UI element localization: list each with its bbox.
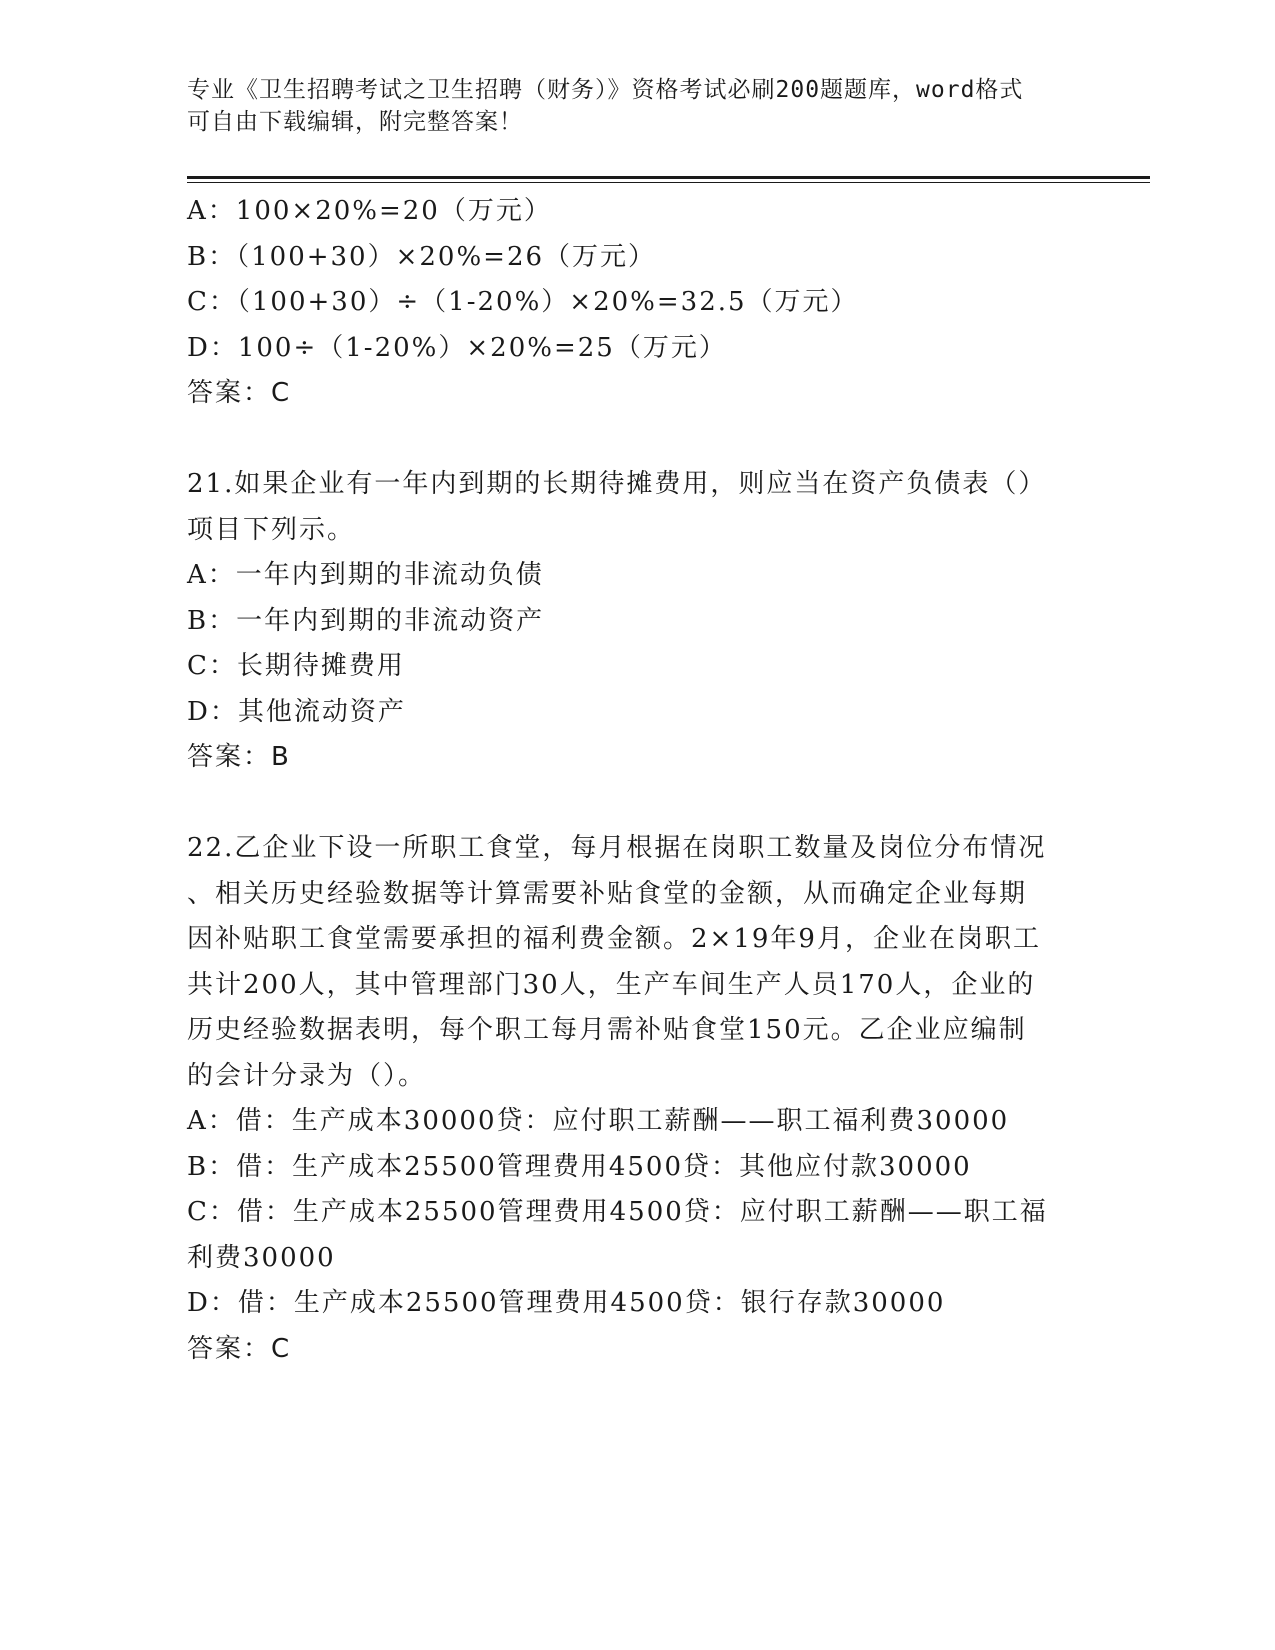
document-body bbox=[187, 189, 1087, 1372]
option-a: A：一年内到期的非流动负债 bbox=[187, 560, 544, 590]
option-d: D：借：生产成本25500管理费用4500贷：银行存款30000 bbox=[187, 1288, 946, 1318]
option-c: C：借：生产成本25500管理费用4500贷：应付职工薪酬——职工福 bbox=[187, 1197, 1048, 1227]
question-stem-line: 共计200人，其中管理部门30人，生产车间生产人员170人，企业的 bbox=[187, 969, 1036, 1000]
option-c: C：长期待摊费用 bbox=[187, 651, 405, 681]
option-a: A：100×20%=20（万元） bbox=[187, 196, 552, 226]
question-20-continued bbox=[187, 189, 1087, 417]
header-title-line-2: 可自由下载编辑，附完整答案！ bbox=[187, 109, 523, 135]
question-stem-line: 、相关历史经验数据等计算需要补贴食堂的金额，从而确定企业每期 bbox=[187, 878, 1028, 909]
question-stem-line: 21.如果企业有一年内到期的长期待摊费用，则应当在资产负债表（） bbox=[187, 469, 1047, 499]
option-b: B：借：生产成本25500管理费用4500贷：其他应付款30000 bbox=[187, 1151, 972, 1182]
spacer bbox=[187, 417, 1087, 463]
question-stem-line: 历史经验数据表明，每个职工每月需补贴食堂150元。乙企业应编制 bbox=[187, 1015, 1027, 1045]
page-header bbox=[187, 74, 1087, 138]
question-stem-line: 项目下列示。 bbox=[187, 514, 356, 545]
spacer bbox=[187, 781, 1087, 827]
header-title-line-1: 专业《卫生招聘考试之卫生招聘（财务）》资格考试必刷200题题库，word格式 bbox=[187, 77, 1024, 103]
option-a: A：借：生产成本30000贷：应付职工薪酬——职工福利费30000 bbox=[187, 1106, 1010, 1136]
question-stem-line: 因补贴职工食堂需要承担的福利费金额。2×19年9月，企业在岗职工 bbox=[187, 924, 1041, 954]
header-divider-thick bbox=[187, 176, 1150, 179]
answer-line: 答案：C bbox=[187, 1333, 292, 1364]
answer-line: 答案：C bbox=[187, 378, 292, 408]
option-c-continued: 利费30000 bbox=[187, 1242, 336, 1273]
question-stem-line: 22.乙企业下设一所职工食堂，每月根据在岗职工数量及岗位分布情况 bbox=[187, 833, 1047, 863]
header-divider-thin bbox=[187, 182, 1150, 183]
option-d: D：100÷（1-20%）×20%=25（万元） bbox=[187, 332, 727, 363]
option-b: B：（100+30）×20%=26（万元） bbox=[187, 241, 657, 272]
option-d: D：其他流动资产 bbox=[187, 696, 406, 727]
question-22 bbox=[187, 826, 1087, 1372]
option-c: C：（100+30）÷（1-20%）×20%=32.5（万元） bbox=[187, 287, 859, 317]
question-stem-line: 的会计分录为（）。 bbox=[187, 1060, 427, 1091]
question-21 bbox=[187, 462, 1087, 781]
option-b: B：一年内到期的非流动资产 bbox=[187, 605, 545, 636]
answer-line: 答案：B bbox=[187, 742, 291, 772]
